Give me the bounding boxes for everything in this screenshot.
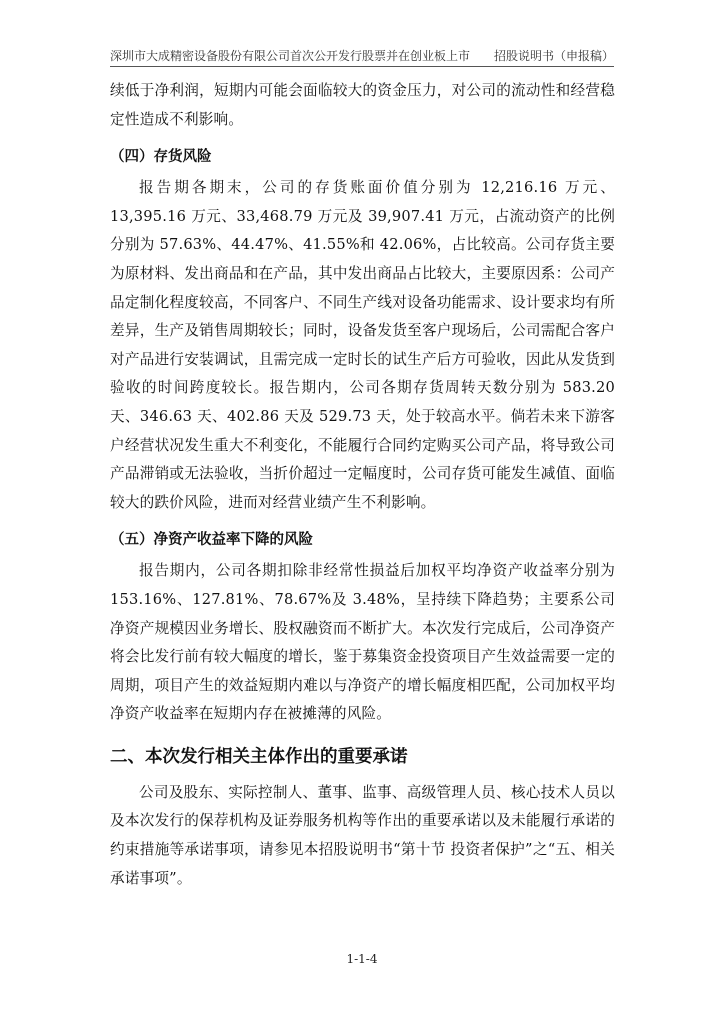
header-company-title: 深圳市大成精密设备股份有限公司首次公开发行股票并在创业板上市 bbox=[110, 49, 471, 63]
roe-risk-paragraph: 报告期内，公司各期扣除非经常性损益后加权平均净资产收益率分别为 153.16%、127.81%、78.67%及 3.48%，呈持续下降趋势；主要系公司净资产规模因业务增长、股权融资而不断扩大。本次发行完成后，公司净资产将会比发行前有较大幅度的增长，鉴于募集资金投资项目产生效益需要一定的周期，项目产生的效益短期内难以与净资产的增长幅度相匹配，公司加权平均净资产收益率在短期内存在被摊薄的风险。 bbox=[110, 562, 615, 723]
commitments-paragraph: 公司及股东、实际控制人、董事、监事、高级管理人员、核心技术人员以及本次发行的保荐机构及证券服务机构等作出的重要承诺以及未能履行承诺的约束措施等承诺事项，请参见本招股说明书“第十节 投资者保护”之“五、相关承诺事项”。 bbox=[110, 783, 615, 887]
page-number: 1-1-4 bbox=[346, 952, 378, 966]
intro-paragraph: 续低于净利润，短期内可能会面临较大的资金压力，对公司的流动性和经营稳定性造成不利影响。 bbox=[110, 82, 615, 128]
inventory-risk-paragraph: 报告期各期末，公司的存货账面价值分别为 12,216.16 万元、13,395.16 万元、33,468.79 万元及 39,907.41 万元，占流动资产的比例分别为 57.63%、44.47%、41.55%和 42.06%，占比较高。公司存货主要为原材料、发出商品和在产品，其中发出商品占比较大，主要原因系：公司产品定制化程度较高，不同客户、不同生产线对设备功能需求、设计要求均有所差异，生产及销售周期较长；同时，设备发货至客户现场后，公司需配合客户对产品进行安装调试，且需完成一定时长的试生产后方可验收，因此从发货到验收的时间跨度较长。报告期内，公司各期存货周转天数分别为 583.20 天、346.63 天、402.86 天及 529.73 天，处于较高水平。倘若未来下游客户经营状况发生重大不利变化，不能履行合同约定购买公司产品，将导致公司产品滞销或无法验收，当折价超过一定幅度时，公司存货可能发生减值、面临较大的跌价风险，进而对经营业绩产生不利影响。 bbox=[110, 179, 615, 511]
roe-risk-heading: （五）净资产收益率下降的风险 bbox=[110, 532, 313, 549]
inventory-risk-heading: （四）存货风险 bbox=[110, 149, 212, 166]
commitments-section-heading: 二、本次发行相关主体作出的重要承诺 bbox=[110, 746, 408, 767]
document-body bbox=[110, 77, 615, 893]
header-document-type: 招股说明书（申报稿） bbox=[493, 49, 614, 63]
running-header bbox=[110, 46, 614, 67]
